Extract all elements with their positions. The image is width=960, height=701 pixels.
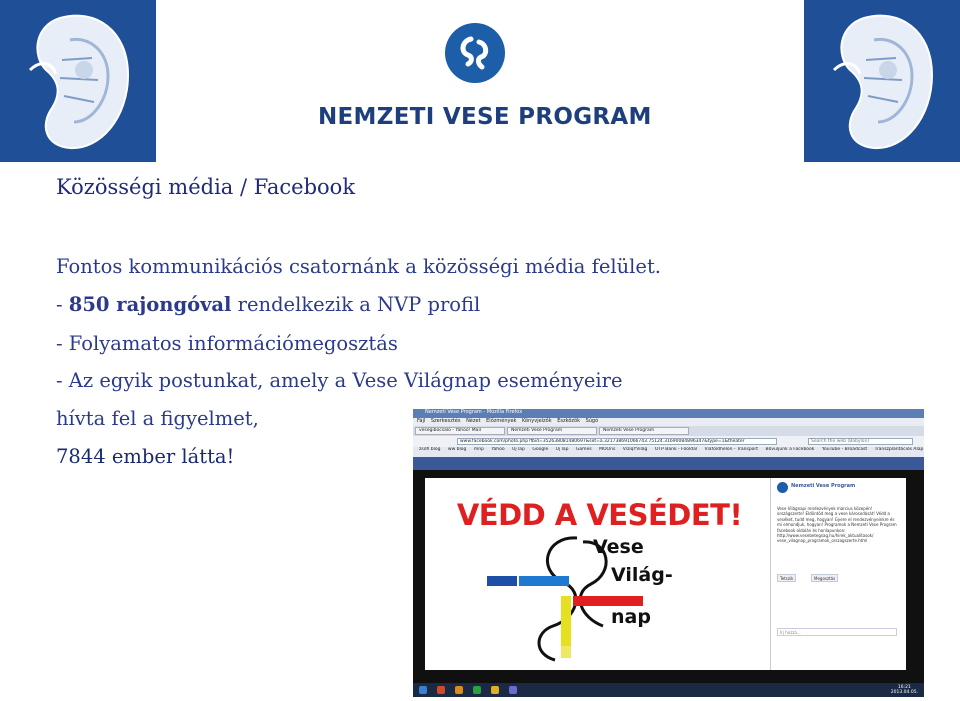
kidney-illustration-icon (0, 0, 156, 162)
tab-bar (413, 426, 924, 436)
page-avatar (777, 482, 788, 493)
facebook-header-bar (413, 457, 924, 470)
menu-item[interactable]: Könyvjelzők (522, 418, 552, 424)
photo-viewer (413, 470, 924, 683)
bookmark[interactable]: YouTube - Broadcast (821, 447, 868, 452)
post-photo (425, 478, 770, 670)
app-icon[interactable] (455, 686, 463, 694)
slide-title: Közösségi média / Facebook (56, 175, 356, 199)
app-icon[interactable] (437, 686, 445, 694)
kidney-illustration-icon (804, 0, 960, 162)
bookmark[interactable]: Bővüljünk a Facebook (765, 447, 815, 452)
bookmark[interactable]: Transzplantációs Alap (874, 447, 924, 452)
clock-time: 16:21 (897, 685, 911, 690)
browser-tab[interactable]: vesegibocsalo - Yahoo! Mail (415, 427, 505, 435)
logo-word: nap (611, 606, 651, 628)
share-button[interactable]: Megosztás (811, 574, 838, 582)
clock-date: 2013.04.05. (890, 690, 918, 695)
bullet-post: - Az egyik postunkat, amely a Vese Világnap eseményeire (56, 369, 623, 392)
bookmark[interactable]: zsófi blog (419, 447, 441, 452)
bullet-sharing: - Folyamatos információmegosztás (56, 332, 398, 355)
like-button[interactable]: Tetszik (777, 574, 796, 582)
photo-banner: VÉDD A VESÉDET! (456, 498, 743, 532)
bookmark[interactable]: mnp (473, 447, 484, 452)
nvp-logo (318, 22, 652, 134)
bookmark[interactable]: Viaföldhelön - Transport (704, 447, 759, 452)
app-icon[interactable] (491, 686, 499, 694)
window-title: Nemzeti Vese Program - Mozilla Firefox (425, 409, 523, 415)
browser-tab[interactable]: Nemzeti Vese Program (507, 427, 597, 435)
bookmark[interactable]: ww blog (447, 447, 467, 452)
logo-text: NEMZETI VESE PROGRAM (318, 104, 652, 130)
menu-item[interactable]: Szerkesztés (430, 418, 461, 424)
intro-text: Fontos kommunikációs csatornánk a közösségi média felület. (56, 255, 661, 278)
bookmarks-bar (413, 447, 924, 457)
fan-count: 850 rajongóval (68, 293, 232, 316)
bullet-fans (56, 293, 480, 316)
bullet-prefix: - (56, 293, 69, 316)
post-text: Vese Világnapi rendezvények március közepén! országszerte! Eldöntöd meg a vese károsodását! Védd a veséket, tudd meg, hogyan! Gyere el rendezvényeinkre és mi elmondjuk, hogyan! Programok a Nemzeti Vese Program facebook oldalán és honlapunkon: http://www.vesebetegsag.hu/hirek_aktualitasok/ vese_vilagnap_programok_orszagszerte.html (777, 506, 897, 544)
bookmark[interactable]: MOOns (599, 447, 616, 452)
menu-item[interactable]: Eszközök (557, 418, 580, 424)
bookmark[interactable]: Yahoo (491, 447, 505, 452)
menu-bar (413, 418, 924, 426)
menu-item[interactable]: Nézet (466, 418, 481, 424)
menu-item[interactable]: Előzmények (486, 418, 517, 424)
taskbar (413, 683, 924, 697)
logo-word: Vese (593, 536, 644, 558)
app-icon[interactable] (473, 686, 481, 694)
page-name[interactable]: Nemzeti Vese Program (791, 483, 856, 489)
search-field[interactable]: Search the web (Babylon) (808, 438, 913, 445)
address-bar (413, 436, 924, 447)
bullet-rest: rendelkezik a NVP profil (231, 293, 481, 316)
menu-item[interactable]: Fájl (417, 418, 426, 424)
bookmark[interactable]: VíziqYVilág (622, 447, 648, 452)
start-icon[interactable] (419, 686, 427, 694)
menu-item[interactable]: Súgó (585, 418, 599, 424)
bookmark[interactable]: Games (575, 447, 592, 452)
kidney-illustration-right (804, 0, 960, 162)
app-icon[interactable] (509, 686, 517, 694)
window-titlebar (413, 409, 924, 418)
bookmark[interactable]: Új lap (512, 447, 525, 452)
post-sidebar (770, 478, 906, 670)
bookmark[interactable]: Új lap (555, 447, 569, 452)
kidney-illustration-left (0, 0, 156, 162)
vese-vilagnap-logo-icon (425, 478, 770, 670)
bullet-post-cont: hívta fel a figyelmet, (56, 407, 259, 430)
bookmark[interactable]: Google (532, 447, 549, 452)
facebook-screenshot (413, 409, 924, 697)
url-field[interactable]: www.facebook.com/photo.php?fbid=352638081480697&set=a.321738691066743.75124.31690084896347&type=1&theater (457, 438, 777, 445)
taskbar-clock (891, 685, 918, 695)
comment-input[interactable]: Írj hozzá... (777, 628, 897, 636)
bookmark[interactable]: OTP Bank - Főoldal (654, 447, 698, 452)
browser-tab[interactable]: Nemzeti Vese Program (599, 427, 689, 435)
nvp-logo-icon (444, 22, 506, 84)
bullet-reach: 7844 ember látta! (56, 445, 235, 468)
logo-word: Világ- (611, 564, 673, 586)
